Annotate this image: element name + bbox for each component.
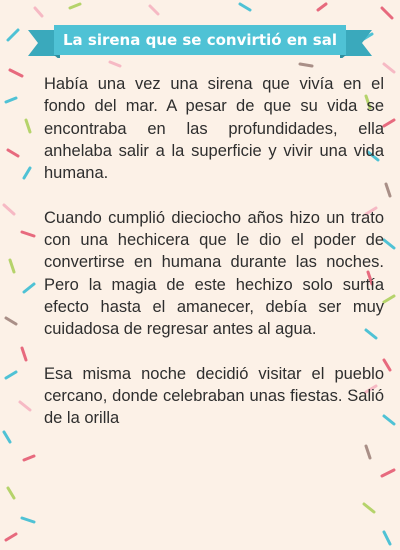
story-paragraph-2: Cuando cumplió dieciocho años hizo un trato con una hechicera que le dio el poder de convertirse en humana durante las noches. Pero la magia de este hechizo solo surtía efecto hasta el amanecer, debía ser muy cuidadosa de regresar antes al agua. xyxy=(44,208,384,339)
confetti-streak xyxy=(4,432,10,442)
confetti-streak xyxy=(6,318,16,324)
confetti-streak xyxy=(382,8,392,18)
confetti-streak xyxy=(70,4,80,8)
confetti-streak xyxy=(6,534,16,540)
story-paragraph-1: Había una vez una sirena que vivía en el fondo del mar. A pesar de que su vida se encontraba en las profundidades, ella anhelaba salir a la superficie y vivir una vida humana. xyxy=(44,75,384,183)
ribbon-right-fold xyxy=(340,55,346,58)
confetti-streak xyxy=(22,348,26,360)
confetti-streak xyxy=(384,296,394,302)
confetti-streak xyxy=(24,284,34,292)
story-paragraph-3: Esa misma noche decidió visitar el pueblo cercano, donde celebraban unas fiestas. Salió de la orilla xyxy=(44,364,384,428)
confetti-streak xyxy=(8,488,14,498)
confetti-streak xyxy=(6,372,16,378)
story-text xyxy=(44,73,384,452)
confetti-streak xyxy=(300,64,312,66)
confetti-streak xyxy=(35,8,42,16)
confetti-streak xyxy=(384,416,394,424)
confetti-streak xyxy=(22,232,34,236)
ribbon-right-tail xyxy=(342,30,372,56)
confetti-streak xyxy=(386,184,390,196)
confetti-streak xyxy=(384,360,390,370)
confetti-streak xyxy=(8,30,18,40)
confetti-streak xyxy=(150,6,158,14)
story-title: La sirena que se convirtió en sal xyxy=(54,25,346,55)
confetti-streak xyxy=(4,205,14,214)
confetti-streak xyxy=(10,260,14,272)
confetti-streak xyxy=(384,240,394,248)
confetti-streak xyxy=(20,402,30,410)
confetti-streak xyxy=(26,120,30,132)
confetti-streak xyxy=(24,456,34,460)
confetti-streak xyxy=(22,518,34,522)
confetti-streak xyxy=(10,70,22,76)
confetti-streak xyxy=(24,168,30,178)
confetti-streak xyxy=(8,150,18,156)
confetti-streak xyxy=(240,4,250,10)
confetti-streak xyxy=(110,62,120,66)
confetti-streak xyxy=(384,532,390,544)
title-banner xyxy=(28,22,372,58)
confetti-streak xyxy=(364,504,374,512)
confetti-streak xyxy=(384,120,394,126)
confetti-streak xyxy=(384,64,394,72)
confetti-streak xyxy=(6,98,16,102)
confetti-streak xyxy=(382,470,394,476)
confetti-streak xyxy=(318,4,326,10)
ribbon-left-fold xyxy=(54,55,60,58)
